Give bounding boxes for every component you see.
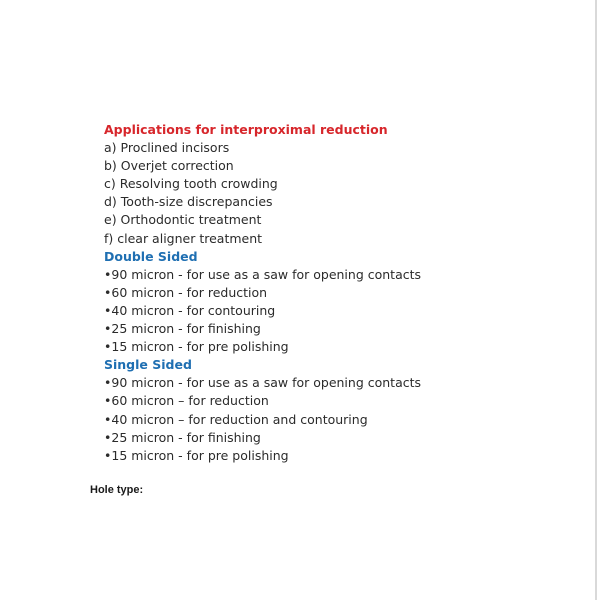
double-sided-item: •90 micron - for use as a saw for opening contacts (104, 266, 422, 282)
application-item: b) Overjet correction (104, 158, 234, 174)
right-edge-rule (595, 0, 597, 600)
product-description (104, 121, 574, 465)
single-sided-item: •25 micron - for finishing (104, 429, 261, 445)
double-sided-item: •60 micron - for reduction (104, 284, 268, 300)
single-sided-heading: Single Sided (104, 357, 192, 373)
single-sided-item: •60 micron – for reduction (104, 393, 269, 409)
application-item: c) Resolving tooth crowding (104, 176, 278, 192)
application-item: a) Proclined incisors (104, 140, 230, 156)
application-item: f) clear aligner treatment (104, 230, 263, 246)
applications-heading: Applications for interproximal reduction (104, 122, 388, 137)
double-sided-item: •15 micron - for pre polishing (104, 339, 289, 355)
single-sided-item: •90 micron - for use as a saw for opening contacts (104, 375, 422, 391)
single-sided-item: •40 micron – for reduction and contouring (104, 411, 368, 427)
double-sided-item: •25 micron - for finishing (104, 321, 261, 337)
single-sided-item: •15 micron - for pre polishing (104, 447, 289, 463)
double-sided-heading: Double Sided (104, 248, 198, 264)
double-sided-item: •40 micron - for contouring (104, 302, 276, 318)
hole-type-label: Hole type: (90, 484, 144, 496)
application-item: e) Orthodontic treatment (104, 212, 262, 228)
application-item: d) Tooth-size discrepancies (104, 194, 273, 210)
